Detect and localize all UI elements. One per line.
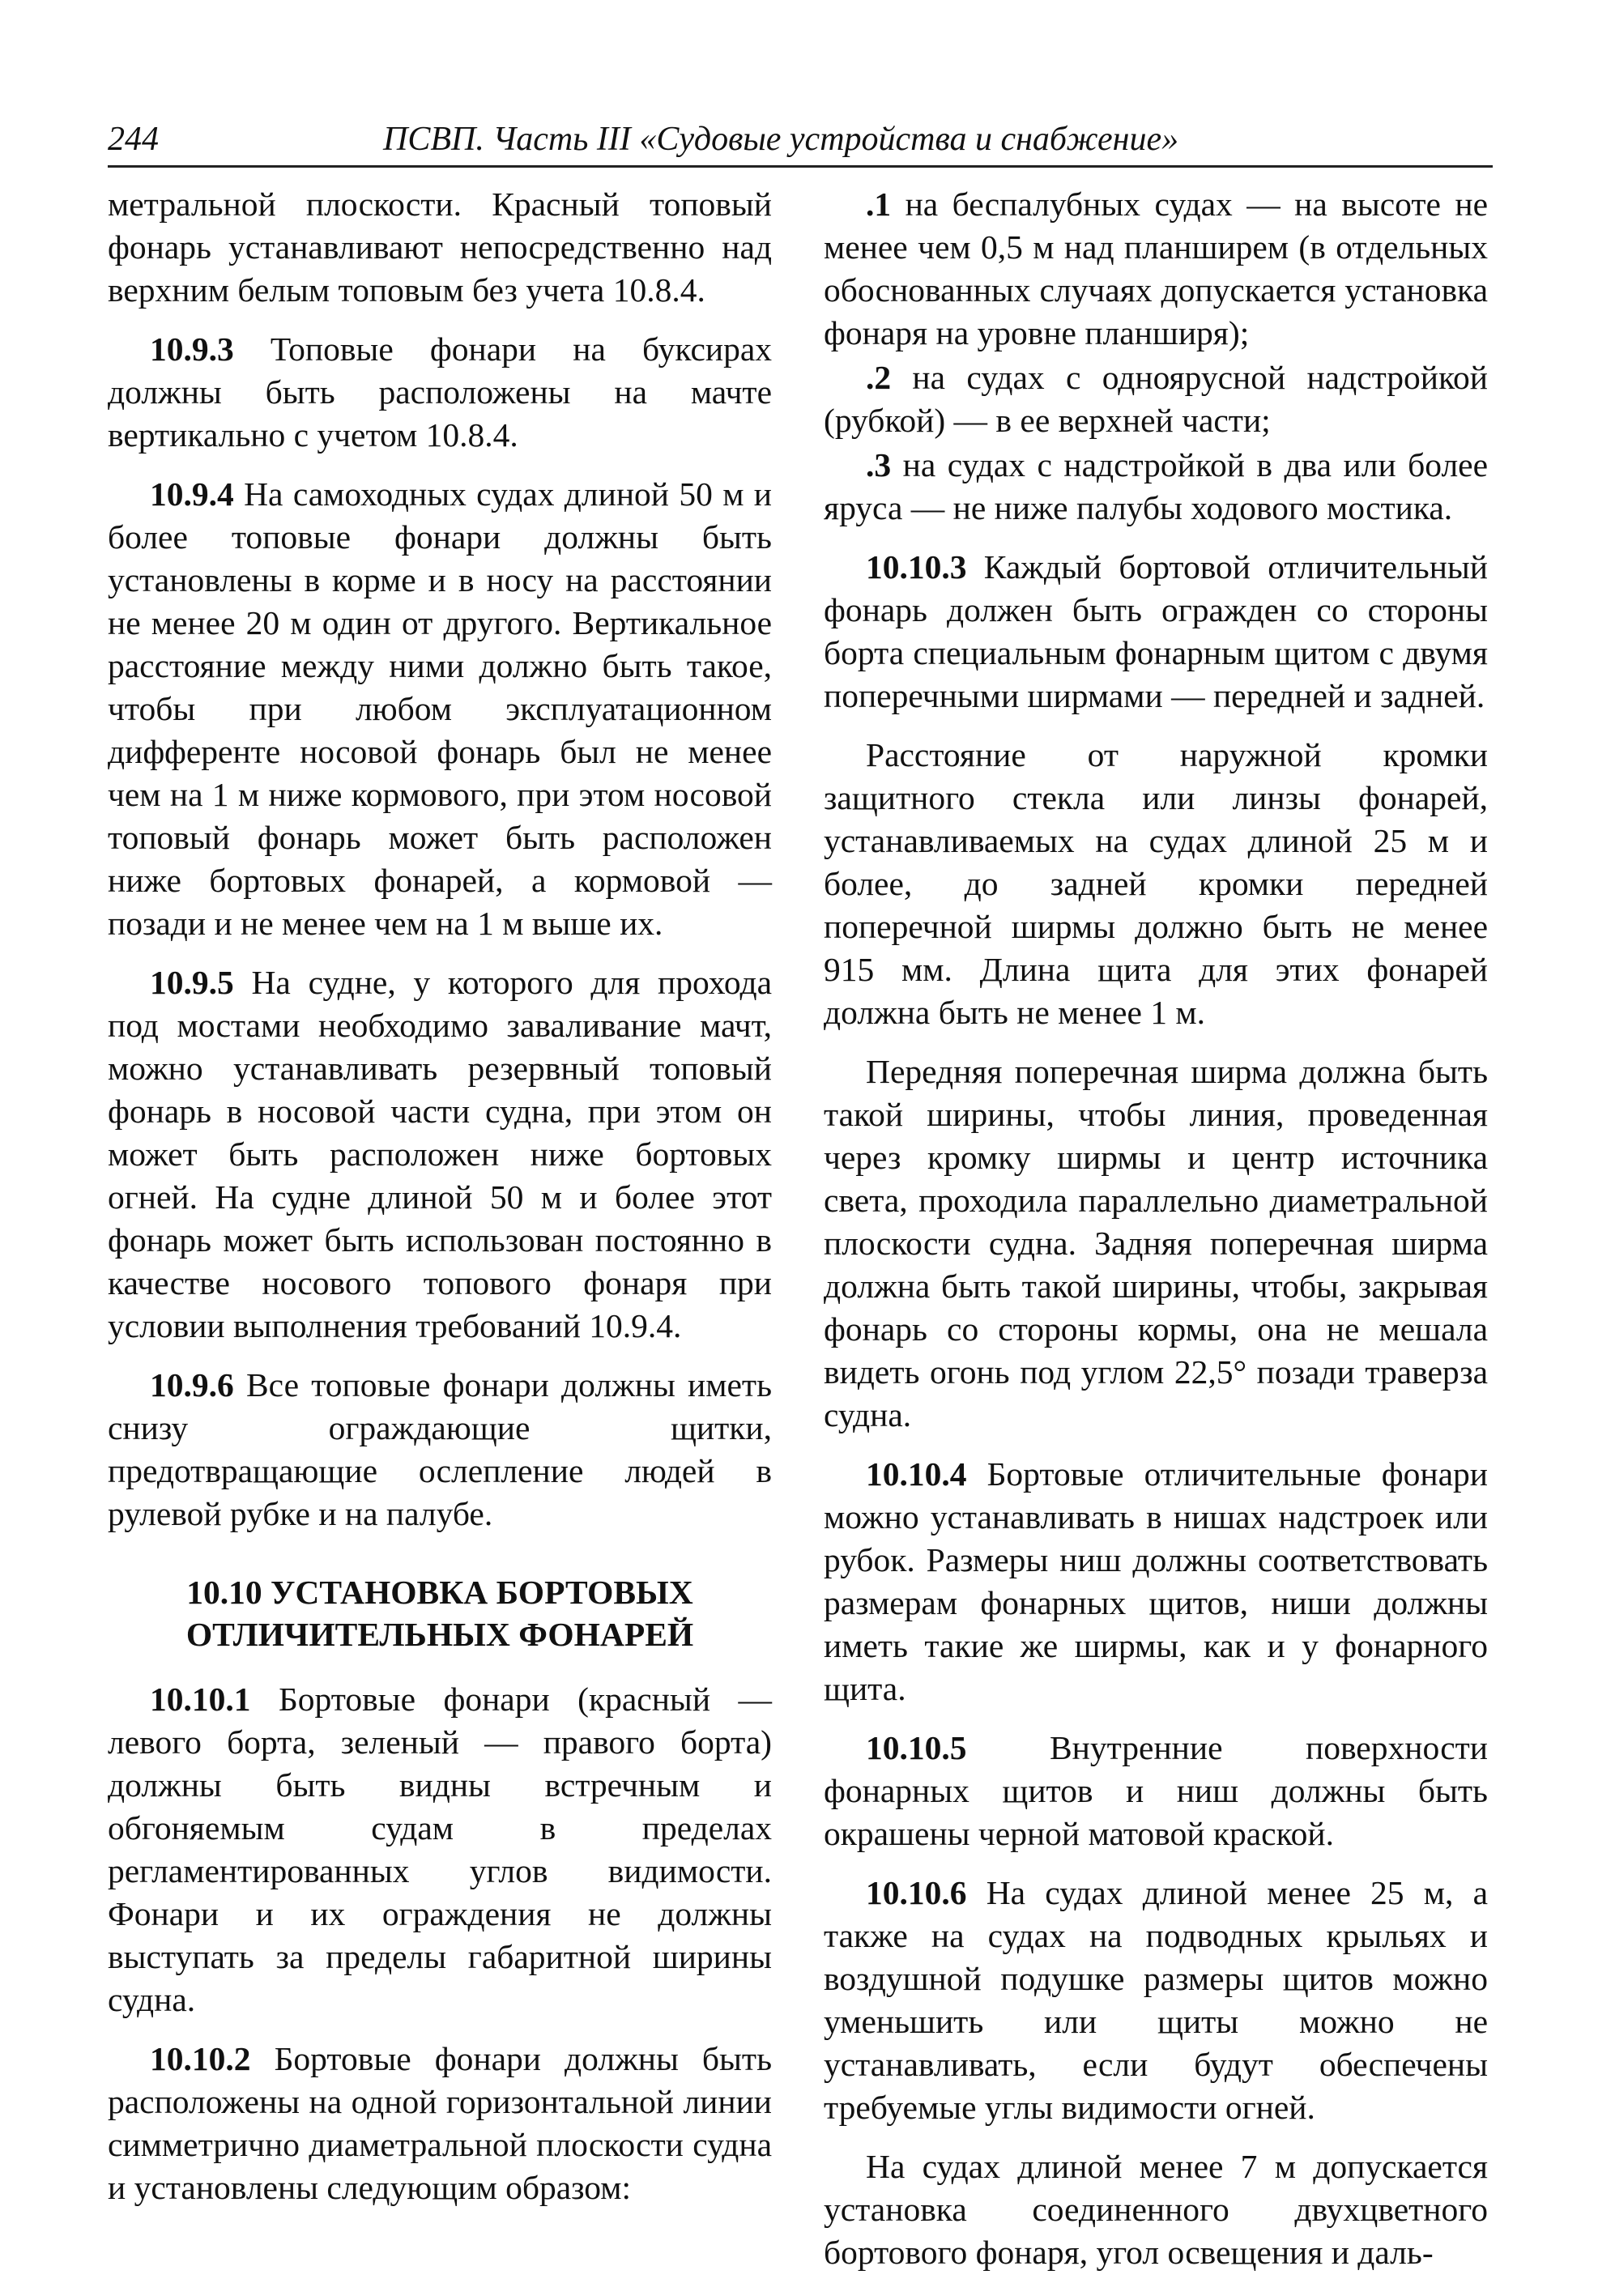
clause-text: Топовые фонари на буксирах должны быть расположены на мачте вертикально с учетом 10.8.4. <box>108 330 772 454</box>
paragraph-10-9-4 <box>108 473 772 945</box>
clause-number: 10.10.5 <box>866 1729 967 1766</box>
item-number: .1 <box>866 185 892 223</box>
clause-text: На судах длиной менее 25 м, а также на судах на подводных крыльях и воздушной подушке размеры щитов можно уменьшить или щиты можно не устанавливать, если будут обеспечены требуемые углы видимости огней. <box>824 1874 1488 2126</box>
item-number: .3 <box>866 446 892 483</box>
clause-number: 10.10.4 <box>866 1455 967 1493</box>
clause-text: Внутренние поверхности фонарных щитов и ниш должны быть окрашены черной матовой краской. <box>824 1729 1488 1852</box>
paragraph-10-10-3 <box>824 546 1488 718</box>
clause-text: На самоходных судах длиной 50 м и более топовые фонари должны быть установлены в корме и в носу на расстоянии не менее 20 м один от другого. Вертикальное расстояние между ними должно быть такое, чтобы при любом эксплуатационном дифференте носовой фонарь был не менее чем на 1 м ниже кормового, при этом носовой топовый фонарь может быть расположен ниже бортовых фонарей, а кормовой — позади и не менее чем на 1 м выше их. <box>108 475 772 942</box>
paragraph-10-10-5 <box>824 1727 1488 1855</box>
heading-line: 10.10 УСТАНОВКА БОРТОВЫХ <box>186 1574 693 1611</box>
heading-line: ОТЛИЧИТЕЛЬНЫХ ФОНАРЕЙ <box>185 1616 694 1653</box>
clause-number: 10.10.6 <box>866 1874 967 1911</box>
paragraph-10-9-3 <box>108 328 772 457</box>
clause-number: 10.10.1 <box>150 1680 251 1718</box>
list-item-2 <box>824 356 1488 442</box>
clause-number: 10.9.5 <box>150 964 234 1001</box>
paragraph-continuation: метральной плоскости. Красный топовый фонарь устанавливают непосредственно над верхним белым топовым без учета 10.8.4. <box>108 185 772 309</box>
paragraph-distance: Расстояние от наружной кромки защитного стекла или линзы фонарей, устанавливаемых на судах длиной 25 м и более, до задней кромки передней поперечной ширмы должно быть не менее 915 мм. Длина щита для этих фонарей должна быть не менее 1 м. <box>824 736 1488 1031</box>
clause-text: Каждый бортовой отличительный фонарь должен быть огражден со стороны борта специальным фонарным щитом с двумя поперечными ширмами — передней и задней. <box>824 548 1488 714</box>
clause-number: 10.10.3 <box>866 548 967 586</box>
item-text: на судах с одноярусной надстройкой (рубкой) — в ее верхней части; <box>824 359 1488 439</box>
clause-number: 10.9.4 <box>150 475 234 513</box>
paragraph-last: На судах длиной менее 7 м допускается установка соединенного двухцветного бортового фонаря, угол освещения и даль- <box>824 2148 1488 2271</box>
clause-text: Все топовые фонари должны иметь снизу ограждающие щитки, предотвращающие ослепление людей в рулевой рубке и на палубе. <box>108 1366 772 1532</box>
paragraph-10-10-2 <box>108 2038 772 2209</box>
item-text: на беспалубных судах — на высоте не менее чем 0,5 м над планширем (в отдельных обоснованных случаях допускается установка фонаря на уровне планширя); <box>824 185 1488 351</box>
page-number: 244 <box>108 121 159 158</box>
clause-text: Бортовые отличительные фонари можно устанавливать в нишах надстроек или рубок. Размеры ниш должны соответствовать размерам фонарных щитов, ниши должны иметь такие же ширмы, как и у фонарного щита. <box>824 1455 1488 1707</box>
section-heading-10-10 <box>108 1571 772 1655</box>
paragraph-front-screen: Передняя поперечная ширма должна быть такой ширины, чтобы линия, проведенная через кромку ширмы и центр источника света, проходила параллельно диаметральной плоскости судна. Задняя поперечная ширма должна быть такой ширины, чтобы, закрывая фонарь со стороны кормы, она не мешала видеть огонь под углом 22,5° позади траверза судна. <box>824 1053 1488 1433</box>
running-header <box>108 107 1493 168</box>
clause-text: Бортовые фонари должны быть расположены на одной горизонтальной линии симметрично диаметральной плоскости судна и установлены следующим образом: <box>108 2040 772 2206</box>
clause-number: 10.9.6 <box>150 1366 234 1404</box>
clause-text: На судне, у которого для прохода под мостами необходимо заваливание мачт, можно устанавливать резервный топовый фонарь в носовой части судна, при этом он может быть расположен ниже бортовых огней. На судне длиной 50 м и более этот фонарь может быть использован постоянно в качестве носового топового фонаря при условии выполнения требований 10.9.4. <box>108 964 772 1344</box>
clause-text: Бортовые фонари (красный — левого борта, зеленый — правого борта) должны быть видны встречным и обгоняемым судам в пределах регламентированных углов видимости. Фонари и их ограждения не должны выступать за пределы габаритной ширины судна. <box>108 1680 772 2018</box>
paragraph-10-10-1 <box>108 1678 772 2021</box>
clause-number: 10.9.3 <box>150 330 234 368</box>
paragraph-10-9-6 <box>108 1364 772 1536</box>
clause-number: 10.10.2 <box>150 2040 251 2077</box>
paragraph-10-10-4 <box>824 1453 1488 1710</box>
running-title: ПСВП. Часть III «Судовые устройства и снабжение» <box>383 121 1179 158</box>
item-text: на судах с надстройкой в два или более яруса — не ниже палубы ходового мостика. <box>824 446 1488 526</box>
paragraph-10-9-5 <box>108 961 772 1348</box>
paragraph-10-10-6 <box>824 1872 1488 2129</box>
list-item-1 <box>824 183 1488 355</box>
left-column <box>108 183 772 2226</box>
right-column <box>824 183 1488 2290</box>
item-number: .2 <box>866 359 892 396</box>
list-item-3 <box>824 444 1488 530</box>
